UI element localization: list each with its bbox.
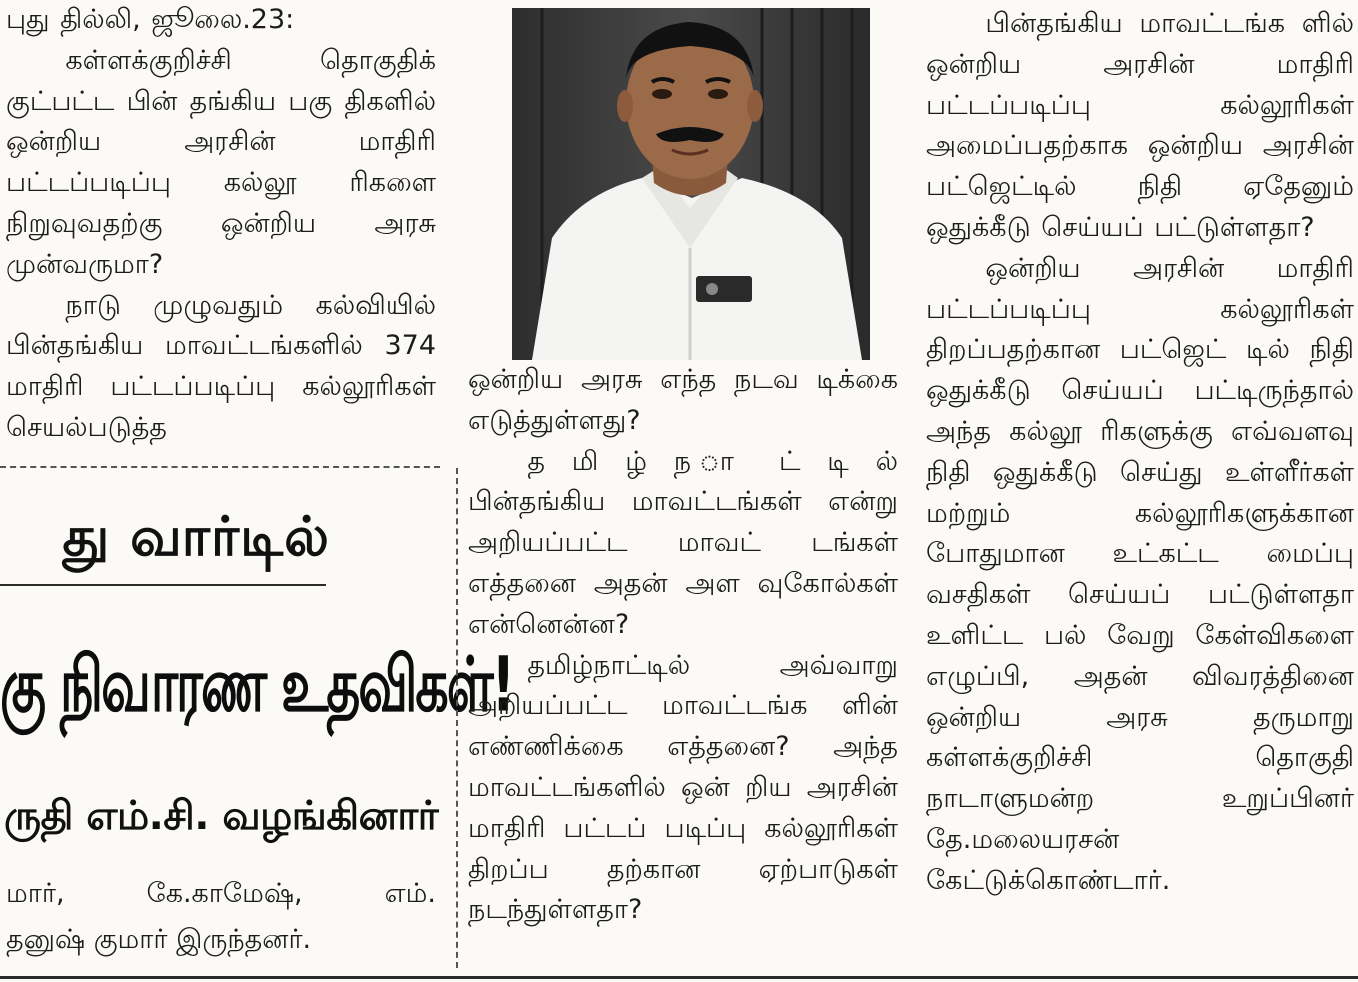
- left-paragraph-2: நாடு முழுவதும் கல்வியில் பின்தங்கிய மாவட்டங்களில் 374 மாதிரி பட்டப்படிப்பு கல்லூரிகள் செயல்படுத்த: [6, 289, 436, 443]
- middle-paragraph-1: ஒன்றிய அரசு எந்த நடவ டிக்கை எடுத்துள்ளது?: [468, 364, 898, 436]
- left-paragraph-1: கள்ளக்குறிச்சி தொகுதிக் குட்பட்ட பின் தங்கிய பகு திகளில் ஒன்றிய அரசின் மாதிரி பட்டப்படிப்பு கல்லூ ரிகளை நிறுவுவதற்கு ஒன்றிய அரசு முன்வருமா?: [6, 44, 436, 280]
- bottom-rule: [0, 976, 1358, 979]
- headline-ward: து வார்டில்: [62, 505, 330, 568]
- byline-line-2: தனுஷ் குமார் இருந்தனர்.: [6, 924, 312, 955]
- middle-paragraph-3: தமிழ்நாட்டில் அவ்வாறு அறியப்பட்ட மாவட்டங்க ளின் எண்ணிக்கை எத்தனை? அந்த மாவட்டங்களில் ஒன் றிய அரசின் மாதிரி பட்டப் படிப்பு கல்லூரிகள் திறப்ப தற்கான ஏற்பாடுகள் நடந்துள்ளதா?: [468, 649, 898, 926]
- right-paragraph-2: ஒன்றிய அரசின் மாதிரி பட்டப்படிப்பு கல்லூரிகள் திறப்பதற்கான பட்ஜெட் டில் நிதி ஒதுக்கீடு செய்யப் பட்டிருந்தால் அந்த கல்லூ ரிகளுக்கு எவ்வளவு நிதி ஒதுக்கீடு செய்து உள்ளீர்கள் மற்றும் கல்லூரிகளுக்கான போதுமான உட்கட்ட மைப்பு வசதிகள் செய்யப் பட்டுள்ளதா உளிட்ட பல் வேறு கேள்விகளை எழுப்பி, அதன் விவரத்தினை ஒன்றிய அரசு தருமாறு கள்ளக்குறிச்சி தொகுதி நாடாளுமன்ற உறுப்பினர் தே.மலையரசன் கேட்டுக்கொண்டார்.: [926, 252, 1354, 896]
- left-article-column: [6, 0, 436, 449]
- portrait-photo: [512, 8, 870, 360]
- dateline: புது தில்லி, ஜூலை.23:: [6, 4, 295, 35]
- right-article-column: [926, 4, 1354, 902]
- middle-article-column: [468, 360, 898, 931]
- headline-underline: [0, 584, 326, 586]
- byline-line-1: மார், கே.காமேஷ், எம்.: [6, 878, 436, 909]
- middle-paragraph-2: த மி ழ் ந ா ட் டி ல் பின்தங்கிய மாவட்டங்கள் என்று அறியப்பட்ட மாவட் டங்கள் எத்தனை அதன் அள வுகோல்கள் என்னென்ன?: [468, 445, 898, 640]
- column-separator: [456, 468, 458, 968]
- section-divider: [0, 466, 440, 468]
- right-paragraph-1: பின்தங்கிய மாவட்டங்க ளில் ஒன்றிய அரசின் மாதிரி பட்டப்படிப்பு கல்லூரிகள் அமைப்பதற்காக ஒன்றிய அரசின் பட்ஜெட்டில் நிதி ஏதேனும் ஒதுக்கீடு செய்யப் பட்டுள்ளதா?: [926, 8, 1354, 243]
- headline-relief-aid: கு நிவாரண உதவிகள்!: [0, 642, 514, 730]
- headline-subtitle: ருதி எம்.சி. வழங்கினார்: [4, 793, 439, 839]
- portrait-illustration: [512, 8, 870, 360]
